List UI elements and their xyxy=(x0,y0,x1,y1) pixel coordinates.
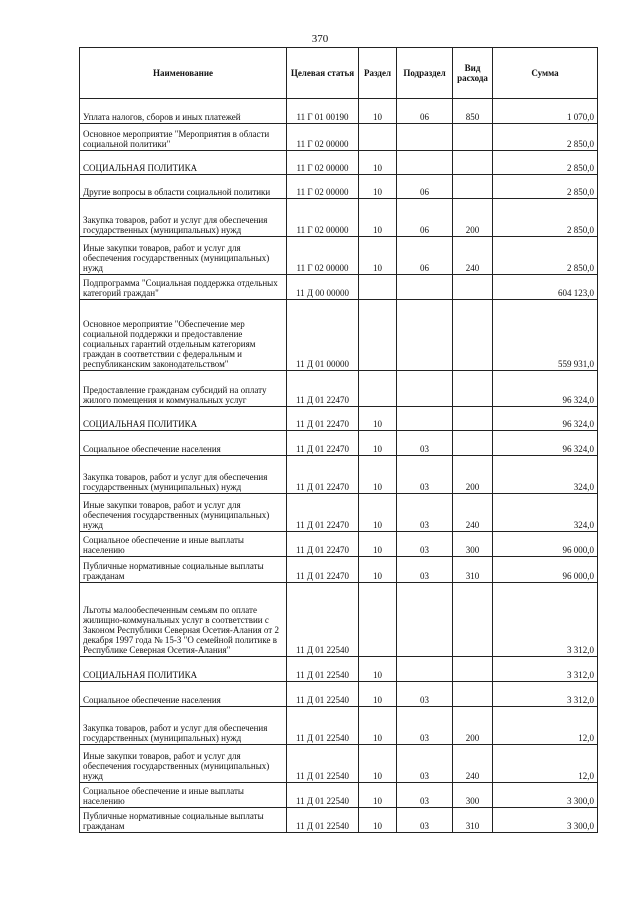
cell-expense-type: 300 xyxy=(453,783,493,808)
cell-expense-type xyxy=(453,275,493,300)
table-row xyxy=(80,275,598,300)
cell-sum: 3 312,0 xyxy=(493,682,598,707)
cell-article: 11 Г 02 00000 xyxy=(287,237,359,275)
cell-article: 11 Г 02 00000 xyxy=(287,151,359,175)
cell-expense-type xyxy=(453,431,493,456)
cell-expense-type: 300 xyxy=(453,532,493,557)
cell-article: 11 Д 01 22470 xyxy=(287,431,359,456)
cell-section: 10 xyxy=(359,494,397,532)
cell-sum: 2 850,0 xyxy=(493,124,598,151)
cell-sum: 2 850,0 xyxy=(493,151,598,175)
table-row xyxy=(80,494,598,532)
table-row xyxy=(80,682,598,707)
cell-article: 11 Д 01 22540 xyxy=(287,583,359,657)
cell-expense-type xyxy=(453,371,493,407)
cell-name: СОЦИАЛЬНАЯ ПОЛИТИКА xyxy=(80,657,287,682)
cell-sum: 12,0 xyxy=(493,707,598,745)
cell-article: 11 Д 01 22540 xyxy=(287,783,359,808)
cell-article: 11 Г 01 00190 xyxy=(287,99,359,124)
cell-subsection: 03 xyxy=(397,682,453,707)
cell-section xyxy=(359,583,397,657)
cell-article: 11 Д 01 22540 xyxy=(287,682,359,707)
cell-sum: 3 312,0 xyxy=(493,583,598,657)
cell-subsection: 06 xyxy=(397,237,453,275)
cell-subsection: 03 xyxy=(397,783,453,808)
cell-name: Предоставление гражданам субсидий на оплату жилого помещения и коммунальных услуг xyxy=(80,371,287,407)
cell-sum: 2 850,0 xyxy=(493,237,598,275)
cell-subsection: 03 xyxy=(397,808,453,833)
cell-subsection: 03 xyxy=(397,456,453,494)
cell-sum: 3 312,0 xyxy=(493,657,598,682)
cell-expense-type xyxy=(453,407,493,431)
cell-expense-type: 200 xyxy=(453,199,493,237)
cell-sum: 1 070,0 xyxy=(493,99,598,124)
header-sum: Сумма xyxy=(493,48,598,99)
cell-name: Закупка товаров, работ и услуг для обеспечения государственных (муниципальных) нужд xyxy=(80,199,287,237)
cell-subsection: 06 xyxy=(397,175,453,199)
cell-sum: 324,0 xyxy=(493,456,598,494)
cell-subsection: 03 xyxy=(397,532,453,557)
cell-sum: 96 324,0 xyxy=(493,407,598,431)
table-row xyxy=(80,707,598,745)
cell-section: 10 xyxy=(359,682,397,707)
page-number: 370 xyxy=(311,33,329,45)
cell-article: 11 Д 01 00000 xyxy=(287,300,359,371)
table-row xyxy=(80,99,598,124)
table-row xyxy=(80,151,598,175)
cell-article: 11 Д 01 22470 xyxy=(287,371,359,407)
cell-article: 11 Д 01 22540 xyxy=(287,707,359,745)
cell-expense-type: 310 xyxy=(453,557,493,583)
cell-section: 10 xyxy=(359,407,397,431)
cell-sum: 96 324,0 xyxy=(493,431,598,456)
cell-name: Льготы малообеспеченным семьям по оплате жилищно-коммунальных услуг в соответствии с Законом Республики Северная Осетия-Алания от 2 декабря 1997 года № 15-З "О семейной политике в Республике Северная Осетия-Алания" xyxy=(80,583,287,657)
cell-article: 11 Д 01 22470 xyxy=(287,456,359,494)
cell-section: 10 xyxy=(359,557,397,583)
cell-expense-type: 850 xyxy=(453,99,493,124)
cell-name: Закупка товаров, работ и услуг для обеспечения государственных (муниципальных) нужд xyxy=(80,707,287,745)
cell-name: Публичные нормативные социальные выплаты гражданам xyxy=(80,557,287,583)
cell-expense-type: 240 xyxy=(453,494,493,532)
cell-section: 10 xyxy=(359,657,397,682)
cell-sum: 324,0 xyxy=(493,494,598,532)
cell-subsection: 06 xyxy=(397,199,453,237)
table-row xyxy=(80,745,598,783)
cell-expense-type xyxy=(453,657,493,682)
cell-name: Социальное обеспечение населения xyxy=(80,431,287,456)
cell-subsection xyxy=(397,124,453,151)
cell-subsection xyxy=(397,371,453,407)
header-name: Наименование xyxy=(80,48,287,99)
cell-article: 11 Г 02 00000 xyxy=(287,175,359,199)
cell-article: 11 Д 01 22470 xyxy=(287,532,359,557)
cell-sum: 96 000,0 xyxy=(493,532,598,557)
cell-article: 11 Г 02 00000 xyxy=(287,199,359,237)
header-section: Раздел xyxy=(359,48,397,99)
table-row xyxy=(80,407,598,431)
cell-subsection xyxy=(397,657,453,682)
cell-expense-type: 200 xyxy=(453,707,493,745)
cell-article: 11 Д 00 00000 xyxy=(287,275,359,300)
cell-name: Закупка товаров, работ и услуг для обеспечения государственных (муниципальных) нужд xyxy=(80,456,287,494)
table-row xyxy=(80,175,598,199)
cell-section xyxy=(359,300,397,371)
table-row xyxy=(80,532,598,557)
table-row xyxy=(80,583,598,657)
cell-section: 10 xyxy=(359,532,397,557)
cell-section: 10 xyxy=(359,237,397,275)
cell-article: 11 Д 01 22540 xyxy=(287,808,359,833)
cell-section xyxy=(359,371,397,407)
cell-expense-type: 310 xyxy=(453,808,493,833)
cell-section: 10 xyxy=(359,151,397,175)
cell-article: 11 Г 02 00000 xyxy=(287,124,359,151)
cell-expense-type xyxy=(453,583,493,657)
cell-subsection xyxy=(397,275,453,300)
cell-expense-type xyxy=(453,300,493,371)
cell-article: 11 Д 01 22470 xyxy=(287,407,359,431)
cell-section xyxy=(359,124,397,151)
cell-article: 11 Д 01 22540 xyxy=(287,657,359,682)
cell-sum: 96 324,0 xyxy=(493,371,598,407)
cell-section: 10 xyxy=(359,199,397,237)
cell-section xyxy=(359,275,397,300)
cell-subsection: 03 xyxy=(397,557,453,583)
cell-name: Публичные нормативные социальные выплаты гражданам xyxy=(80,808,287,833)
cell-expense-type: 200 xyxy=(453,456,493,494)
cell-name: Социальное обеспечение и иные выплаты населению xyxy=(80,532,287,557)
cell-section: 10 xyxy=(359,431,397,456)
cell-article: 11 Д 01 22470 xyxy=(287,494,359,532)
budget-table xyxy=(79,47,598,833)
cell-section: 10 xyxy=(359,175,397,199)
cell-name: Основное мероприятие "Мероприятия в области социальной политики" xyxy=(80,124,287,151)
table-row xyxy=(80,783,598,808)
cell-sum: 604 123,0 xyxy=(493,275,598,300)
cell-subsection: 03 xyxy=(397,745,453,783)
cell-name: Подпрограмма "Социальная поддержка отдельных категорий граждан" xyxy=(80,275,287,300)
table-row xyxy=(80,808,598,833)
table-row xyxy=(80,300,598,371)
cell-section: 10 xyxy=(359,745,397,783)
cell-section: 10 xyxy=(359,456,397,494)
cell-subsection: 03 xyxy=(397,431,453,456)
cell-subsection: 06 xyxy=(397,99,453,124)
cell-sum: 3 300,0 xyxy=(493,783,598,808)
cell-section: 10 xyxy=(359,707,397,745)
cell-sum: 96 000,0 xyxy=(493,557,598,583)
header-subsection: Подраздел xyxy=(397,48,453,99)
cell-expense-type xyxy=(453,151,493,175)
cell-name: Уплата налогов, сборов и иных платежей xyxy=(80,99,287,124)
cell-sum: 12,0 xyxy=(493,745,598,783)
cell-sum: 2 850,0 xyxy=(493,175,598,199)
table-row xyxy=(80,124,598,151)
header-expense-type: Вид расхода xyxy=(453,48,493,99)
cell-section: 10 xyxy=(359,99,397,124)
cell-subsection xyxy=(397,300,453,371)
cell-subsection xyxy=(397,583,453,657)
cell-name: Социальное обеспечение населения xyxy=(80,682,287,707)
cell-sum: 3 300,0 xyxy=(493,808,598,833)
cell-name: Другие вопросы в области социальной политики xyxy=(80,175,287,199)
table-row xyxy=(80,371,598,407)
table-row xyxy=(80,456,598,494)
cell-expense-type: 240 xyxy=(453,237,493,275)
cell-sum: 559 931,0 xyxy=(493,300,598,371)
cell-name: СОЦИАЛЬНАЯ ПОЛИТИКА xyxy=(80,407,287,431)
header-article: Целевая статья xyxy=(287,48,359,99)
cell-expense-type xyxy=(453,682,493,707)
table-row xyxy=(80,431,598,456)
cell-name: Иные закупки товаров, работ и услуг для обеспечения государственных (муниципальных) нужд xyxy=(80,237,287,275)
cell-name: Основное мероприятие "Обеспечение мер социальной поддержки и предоставление социальных гарантий отдельным категориям граждан в соответствии с федеральным и республиканским законодательством" xyxy=(80,300,287,371)
cell-name: СОЦИАЛЬНАЯ ПОЛИТИКА xyxy=(80,151,287,175)
cell-expense-type xyxy=(453,124,493,151)
cell-expense-type xyxy=(453,175,493,199)
cell-article: 11 Д 01 22540 xyxy=(287,745,359,783)
cell-section: 10 xyxy=(359,808,397,833)
table-row xyxy=(80,557,598,583)
cell-expense-type: 240 xyxy=(453,745,493,783)
cell-name: Иные закупки товаров, работ и услуг для обеспечения государственных (муниципальных) нужд xyxy=(80,494,287,532)
table-row xyxy=(80,657,598,682)
cell-name: Социальное обеспечение и иные выплаты населению xyxy=(80,783,287,808)
cell-subsection xyxy=(397,151,453,175)
cell-subsection: 03 xyxy=(397,494,453,532)
cell-article: 11 Д 01 22470 xyxy=(287,557,359,583)
cell-subsection xyxy=(397,407,453,431)
cell-section: 10 xyxy=(359,783,397,808)
cell-subsection: 03 xyxy=(397,707,453,745)
cell-name: Иные закупки товаров, работ и услуг для обеспечения государственных (муниципальных) нужд xyxy=(80,745,287,783)
table-header-row xyxy=(80,48,598,99)
table-row xyxy=(80,237,598,275)
table-row xyxy=(80,199,598,237)
cell-sum: 2 850,0 xyxy=(493,199,598,237)
